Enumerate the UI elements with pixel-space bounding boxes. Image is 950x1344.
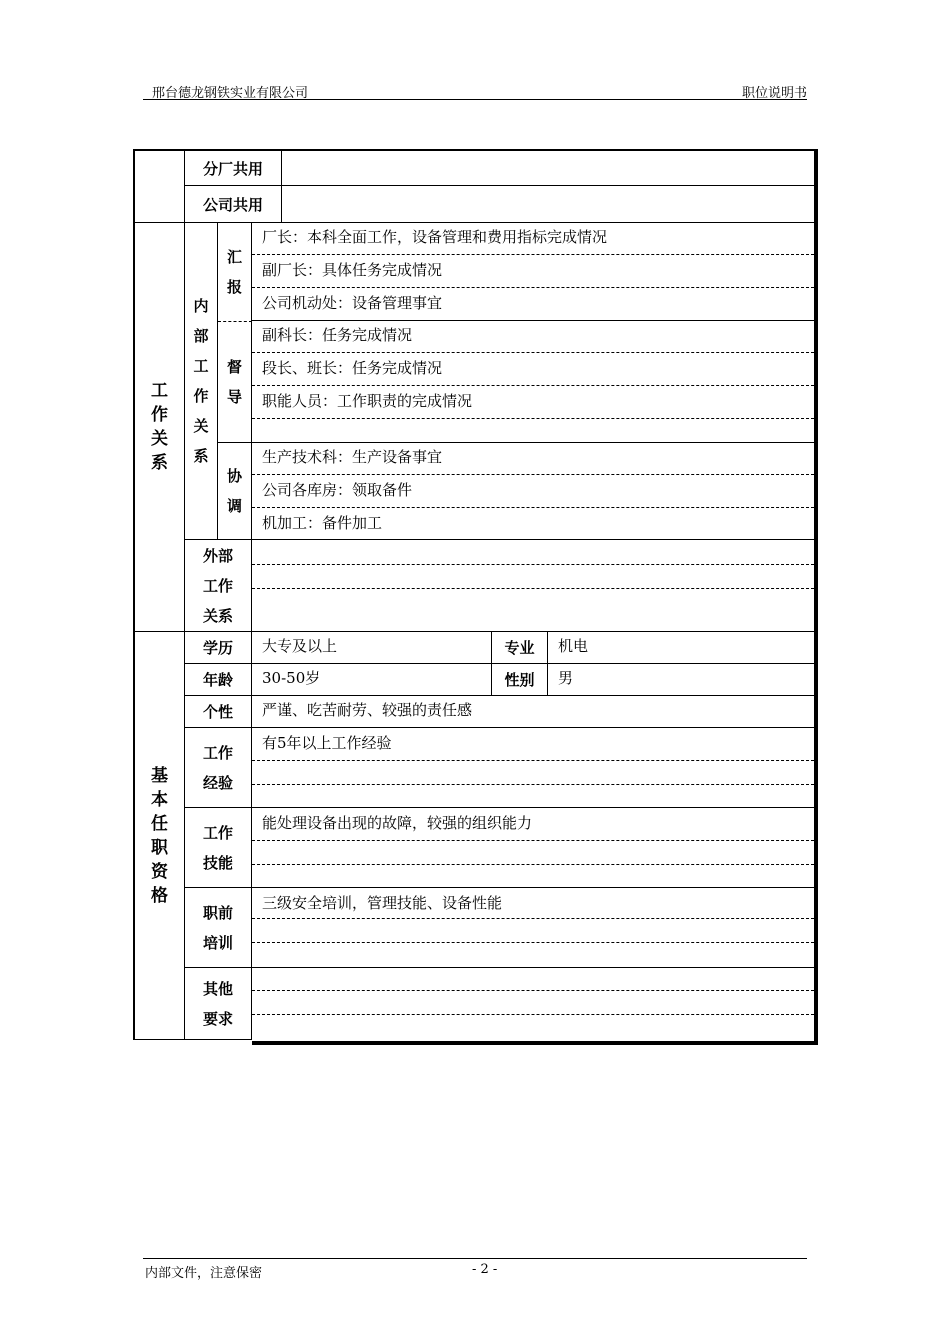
gender-label: 性别 bbox=[492, 664, 548, 696]
internal-relations-title bbox=[185, 223, 218, 540]
page-number: - 2 - bbox=[472, 1262, 498, 1277]
external-relations-label bbox=[185, 540, 252, 632]
internal-title-char: 关 bbox=[193, 417, 209, 435]
internal-title-char: 系 bbox=[193, 447, 209, 465]
age-value: 30-50岁 bbox=[262, 669, 321, 687]
major-label: 专业 bbox=[492, 632, 548, 664]
external-relations-content bbox=[252, 540, 814, 632]
personality-value: 严谨、吃苦耐劳、较强的责任感 bbox=[262, 701, 473, 719]
other-label-line: 要求 bbox=[202, 1009, 233, 1028]
age-label: 年龄 bbox=[185, 664, 252, 696]
coordinate-item: 生产技术科：生产设备事宜 bbox=[262, 448, 443, 466]
experience-label bbox=[185, 728, 252, 808]
dashed-line bbox=[252, 385, 814, 386]
skills-value: 能处理设备出现的故障，较强的组织能力 bbox=[262, 814, 533, 832]
dashed-line bbox=[252, 760, 814, 761]
coordinate-label-char: 调 bbox=[226, 497, 242, 515]
other-label-line: 其他 bbox=[202, 979, 233, 998]
experience-label-line: 经验 bbox=[202, 773, 233, 792]
supervise-item: 段长、班长：任务完成情况 bbox=[262, 359, 443, 377]
dashed-line bbox=[252, 352, 814, 353]
training-label-line: 培训 bbox=[202, 933, 233, 952]
work-relations-char: 系 bbox=[151, 453, 168, 473]
skills-label-line: 工作 bbox=[202, 823, 233, 842]
supervise-label-char: 督 bbox=[226, 357, 242, 376]
qualifications-char: 资 bbox=[151, 861, 168, 882]
internal-title-char: 部 bbox=[193, 327, 209, 345]
company-shared-value bbox=[282, 186, 814, 223]
supervise-item: 副科长：任务完成情况 bbox=[262, 326, 413, 344]
other-requirements-label bbox=[185, 968, 252, 1040]
dashed-line bbox=[252, 588, 814, 589]
top-left-blank-cell bbox=[133, 149, 185, 223]
coordinate-label-char: 协 bbox=[226, 467, 242, 485]
coordinate-item: 机加工：备件加工 bbox=[262, 514, 383, 532]
internal-title-char: 工 bbox=[193, 357, 209, 375]
qualifications-char: 职 bbox=[151, 837, 168, 858]
dashed-line bbox=[252, 507, 814, 508]
dashed-line bbox=[252, 840, 814, 841]
dashed-line bbox=[252, 564, 814, 565]
dashed-line bbox=[252, 1014, 814, 1015]
qualifications-char: 基 bbox=[151, 765, 168, 786]
other-requirements-cell bbox=[252, 968, 814, 1040]
supervise-item: 职能人员：工作职责的完成情况 bbox=[262, 392, 473, 410]
dashed-line bbox=[252, 474, 814, 475]
table-shadow-right bbox=[814, 149, 818, 1045]
dashed-line bbox=[252, 990, 814, 991]
gender-cell bbox=[548, 664, 814, 696]
table-shadow-bottom bbox=[252, 1041, 818, 1045]
training-value: 三级安全培训，管理技能、设备性能 bbox=[262, 894, 503, 912]
report-label-char: 汇 bbox=[226, 248, 242, 266]
experience-label-line: 工作 bbox=[202, 743, 233, 762]
work-relations-char: 工 bbox=[151, 381, 168, 401]
major-value: 机电 bbox=[558, 637, 589, 655]
supervise-label-char: 导 bbox=[226, 387, 242, 406]
dashed-line bbox=[252, 864, 814, 865]
external-label-line: 关系 bbox=[202, 606, 233, 625]
qualifications-char: 本 bbox=[151, 789, 168, 810]
external-label-line: 工作 bbox=[202, 576, 233, 595]
skills-label-line: 技能 bbox=[202, 853, 233, 872]
personality-label: 个性 bbox=[185, 696, 252, 728]
supervise-label bbox=[218, 321, 252, 443]
company-shared-label: 公司共用 bbox=[185, 186, 282, 223]
gender-value: 男 bbox=[558, 669, 574, 687]
branch-shared-label: 分厂共用 bbox=[185, 149, 282, 186]
dashed-line bbox=[252, 287, 814, 288]
education-label: 学历 bbox=[185, 632, 252, 664]
dashed-line bbox=[252, 942, 814, 943]
report-label-char: 报 bbox=[226, 278, 242, 296]
report-item: 副厂长：具体任务完成情况 bbox=[262, 261, 443, 279]
work-relations-title bbox=[133, 223, 185, 632]
dashed-line bbox=[252, 784, 814, 785]
report-label bbox=[218, 223, 252, 321]
document-title: 职位说明书 bbox=[741, 86, 807, 101]
coordinate-label bbox=[218, 443, 252, 540]
internal-title-char: 内 bbox=[193, 297, 209, 315]
branch-shared-value bbox=[282, 149, 814, 186]
work-relations-char: 作 bbox=[151, 405, 168, 425]
report-item: 公司机动处：设备管理事宜 bbox=[262, 294, 443, 312]
qualifications-title bbox=[133, 632, 185, 1040]
report-item: 厂长：本科全面工作，设备管理和费用指标完成情况 bbox=[262, 228, 608, 246]
header-rule bbox=[143, 99, 807, 100]
qualifications-char: 任 bbox=[151, 813, 168, 834]
confidential-note: 内部文件，注意保密 bbox=[145, 1266, 263, 1281]
qualifications-char: 格 bbox=[151, 885, 168, 906]
internal-title-char: 作 bbox=[193, 387, 209, 405]
education-value: 大专及以上 bbox=[262, 637, 338, 655]
work-relations-char: 关 bbox=[151, 429, 168, 449]
training-label bbox=[185, 888, 252, 968]
dashed-line bbox=[252, 418, 814, 419]
training-label-line: 职前 bbox=[202, 903, 233, 922]
dashed-line bbox=[252, 918, 814, 919]
experience-value: 有5年以上工作经验 bbox=[262, 734, 392, 752]
company-name: 邢台德龙钢铁实业有限公司 bbox=[152, 86, 309, 101]
external-label-line: 外部 bbox=[202, 546, 233, 565]
coordinate-item: 公司各库房：领取备件 bbox=[262, 481, 413, 499]
footer-rule bbox=[143, 1258, 807, 1259]
skills-label bbox=[185, 808, 252, 888]
dashed-line bbox=[252, 254, 814, 255]
